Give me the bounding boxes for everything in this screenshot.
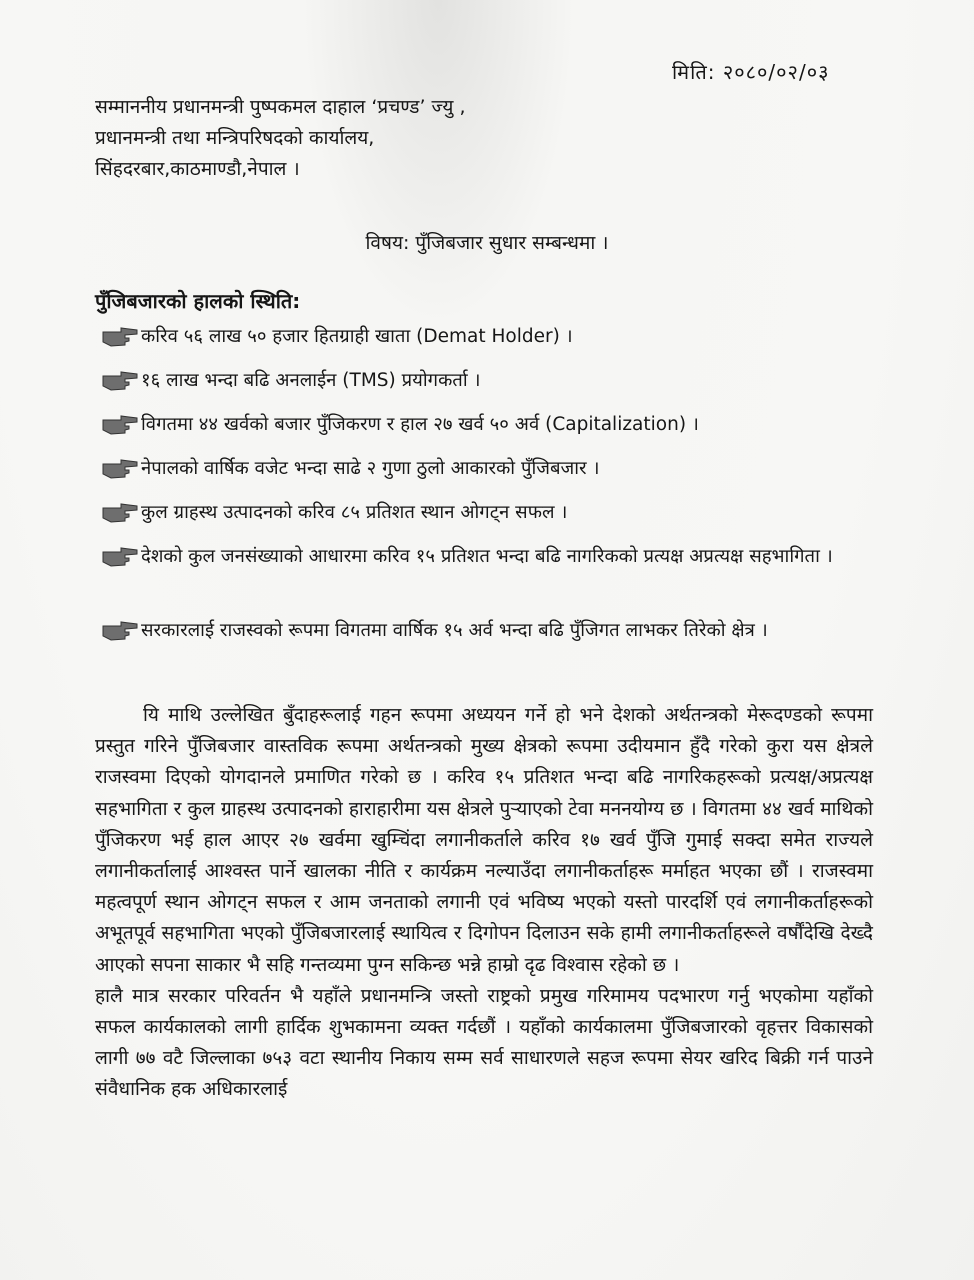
address-line: प्रधानमन्त्री तथा मन्त्रिपरिषदको कार्यालय, (95, 127, 375, 149)
bullet-text: करिव ५६ लाख ५० हजार हितग्राही खाता (Demat Holder) । (141, 326, 573, 347)
letter-date: मिति: २०८०/०२/०३ (672, 60, 830, 84)
status-bullet-list (95, 322, 875, 682)
address-line: सम्माननीय प्रधानमन्त्री पुष्पकमल दाहाल ‘प्रचण्ड’ ज्यु , (95, 96, 466, 118)
pointing-hand-icon (101, 412, 139, 438)
body-paragraph: यि माथि उल्लेखित बुँदाहरूलाई गहन रूपमा अध्ययन गर्ने हो भने देशको अर्थतन्त्रको मेरूदण्डको रूपमा प्रस्तुत गरिने पुँजिबजार वास्तविक रूपमा अर्थतन्त्रको मुख्य क्षेत्रको रूपमा उदीयमान हुँदै गरेको कुरा यस क्षेत्रले राजस्वमा दिएको योगदानले प्रमाणित गरेको छ । करिव १५ प्रतिशत भन्दा बढि नागरिकहरूको प्रत्यक्ष/अप्रत्यक्ष सहभागिता र कुल ग्राहस्थ उत्पादनको हाराहारीमा यस क्षेत्रले पुर्‍याएको टेवा मननयोग्य छ । विगतमा ४४ खर्व माथिको पुँजिकरण भई हाल आएर २७ खर्वमा खुम्चिंदा लगानीकर्ताले करिव १७ खर्व पुँजि गुमाई सक्दा समेत राज्यले लगानीकर्तालाई आश्वस्त पार्ने खालका नीति र कार्यक्रम नल्याउँदा लगानीकर्ताहरू मर्माहत भएका छौं । राजस्वमा महत्वपूर्ण स्थान ओगट्न सफल र आम जनताको लगानी एवं भविष्य भएको यस्तो पारदर्शि एवं लगानीकर्ताहरूको अभूतपूर्व सहभागिता भएको पुँजिबजारलाई स्थायित्व र दिगोपन दिलाउन सके हामी लगानीकर्ताहरूले वर्षौंदेखि देख्दै आएको सपना साकार भै सहि गन्तव्यमा पुग्न सकिन्छ भन्ने हाम्रो दृढ विश्वास रहेको छ । (95, 704, 873, 976)
body-paragraph: हालै मात्र सरकार परिवर्तन भै यहाँले प्रधानमन्त्रि जस्तो राष्ट्रको प्रमुख गरिमामय पदभारण गर्नु भएकोमा यहाँको सफल कार्यकालको लागी हार्दिक शुभकामना व्यक्त गर्दछौं । यहाँको कार्यकालमा पुँजिबजारको वृहत्तर विकासको लागी ७७ वटै जिल्लाका ७५३ वटा स्थानीय निकाय सम्म सर्व साधारणले सहज रूपमा सेयर खरिद बिक्री गर्न पाउने संवैधानिक हक अधिकारलाई (95, 984, 873, 1101)
letter-body (95, 700, 873, 1106)
bullet-text: नेपालको वार्षिक वजेट भन्दा साढे २ गुणा ठुलो आकारको पुँजिबजार । (141, 458, 600, 479)
section-heading: पुँजिबजारको हालको स्थिति: (95, 289, 301, 313)
bullet-item (95, 322, 875, 366)
bullet-text: विगतमा ४४ खर्वको बजार पुँजिकरण र हाल २७ खर्व ५० अर्व (Capitalization) । (141, 414, 699, 435)
pointing-hand-icon (101, 456, 139, 482)
bullet-text: सरकारलाई राजस्वको रूपमा विगतमा वार्षिक १५ अर्व भन्दा बढि पुँजिगत लाभकर तिरेको क्षेत्र । (141, 620, 768, 641)
bullet-text: देशको कुल जनसंख्याको आधारमा करिव १५ प्रतिशत भन्दा बढि नागरिकको प्रत्यक्ष अप्रत्यक्ष सहभागिता । (141, 546, 833, 567)
bullet-item (95, 410, 875, 454)
pointing-hand-icon (101, 324, 139, 350)
pointing-hand-icon (101, 618, 139, 644)
bullet-text: कुल ग्राहस्थ उत्पादनको करिव ८५ प्रतिशत स्थान ओगट्न सफल । (141, 502, 568, 523)
bullet-item (95, 454, 875, 498)
bullet-item (95, 498, 875, 542)
bullet-item (95, 616, 875, 682)
bullet-text: १६ लाख भन्दा बढि अनलाईन (TMS) प्रयोगकर्ता । (141, 370, 481, 391)
recipient-address (95, 92, 466, 185)
subject-line: विषय: पुँजिबजार सुधार सम्बन्धमा । (365, 232, 609, 254)
address-line: सिंहदरबार,काठमाण्डौ,नेपाल । (95, 158, 300, 180)
bullet-item (95, 366, 875, 410)
pointing-hand-icon (101, 368, 139, 394)
pointing-hand-icon (101, 544, 139, 570)
bullet-item (95, 542, 875, 616)
pointing-hand-icon (101, 500, 139, 526)
